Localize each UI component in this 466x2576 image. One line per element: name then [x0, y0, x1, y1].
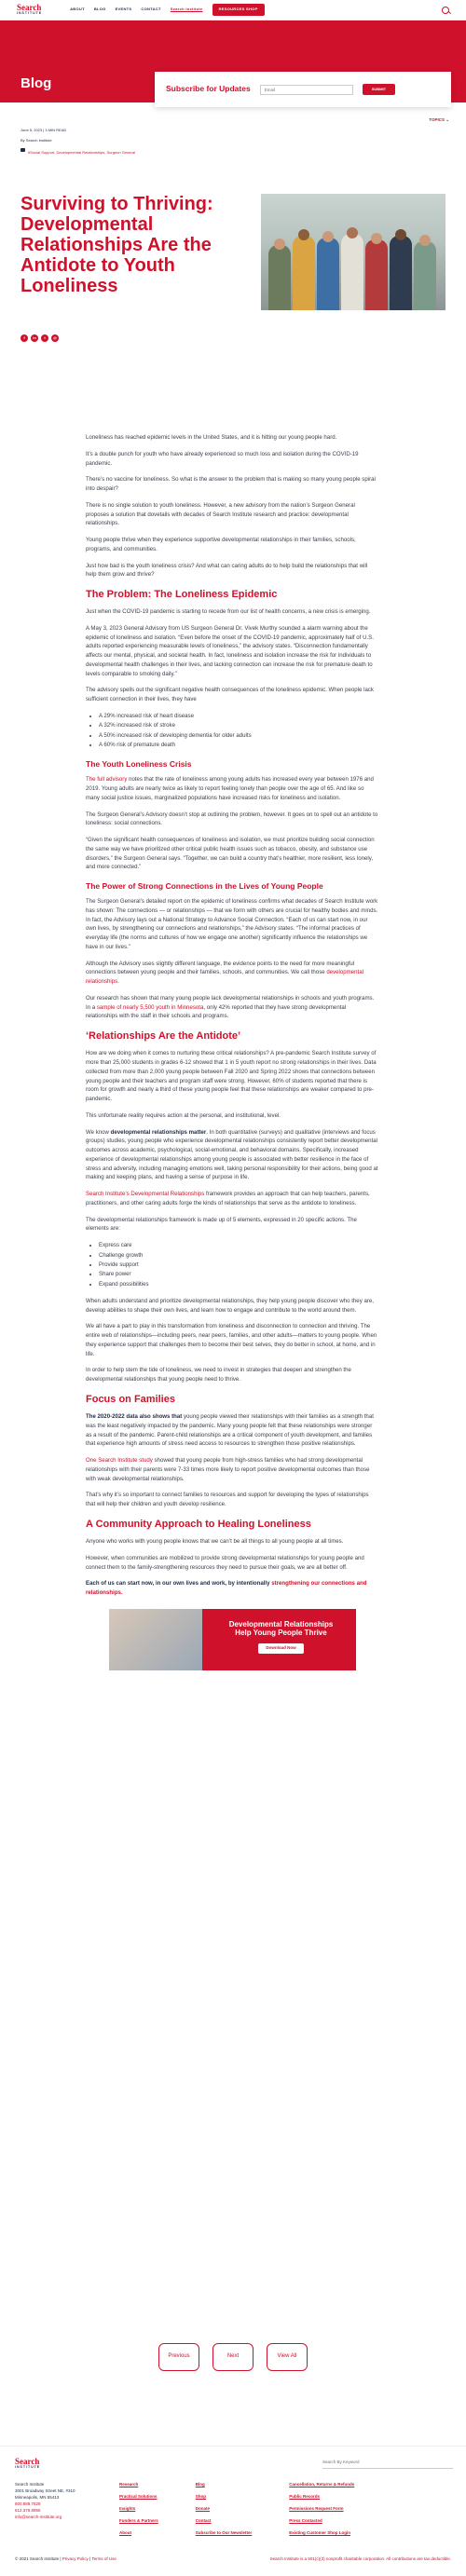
heading-families: Focus on Families	[86, 1393, 175, 1405]
paragraph-text: Our research has shown that many young people lack developmental relationships in schools and youth programs. In a	[86, 994, 375, 1011]
top-bar	[0, 0, 466, 20]
footer-link[interactable]: Cancellation, Returns & Refunds	[289, 2482, 355, 2487]
full-advisory-link[interactable]: The full advisory	[86, 776, 128, 784]
footer-link[interactable]: Contact	[195, 2517, 212, 2523]
footer-link[interactable]: Practical Solutions	[119, 2493, 158, 2499]
bold-text: developmental relationships matter	[110, 1128, 207, 1136]
elements-list	[99, 1241, 379, 1289]
paragraph: There is no single solution to youth loneliness. However, a new advisory from the nation’s Surgeon General proposes a solution that dovetails with decades of Search Institute research and practice: developmental relationships.	[86, 501, 355, 527]
paragraph	[86, 1456, 379, 1483]
paragraph: Young people thrive when they experience supportive developmental relationships in their families, schools, programs, and communities.	[86, 537, 356, 552]
privacy-link[interactable]: Privacy Policy	[62, 2556, 89, 2561]
list-item: • A 32% increased risk of stroke	[99, 721, 379, 730]
address-line: Minneapolis, MN 55413	[15, 2494, 60, 2500]
subscribe-label: Subscribe for Updates	[166, 84, 251, 94]
footer-col-2	[196, 2482, 253, 2542]
paragraph	[86, 775, 379, 802]
list-item: • Express care	[99, 1241, 379, 1250]
paragraph: The developmental relationships framework is made up of 5 elements, expressed in 20 specific actions. The elements are:	[86, 1216, 357, 1233]
list-item: • A 50% increased risk of developing dementia for older adults	[99, 731, 379, 741]
strengthening-connections-link[interactable]: strengthening our connections and relationships.	[86, 1580, 367, 1597]
footer-link[interactable]: Public Records	[289, 2493, 321, 2499]
developmental-relationships-link[interactable]: developmental relationships	[86, 969, 363, 986]
bold-text: The 2020-2022 data also shows that	[86, 1413, 183, 1421]
footer-link[interactable]: Insights	[119, 2505, 136, 2511]
nonprofit-note: Search Institute is a 501(c)(3) nonprofit charitable corporation. All contributions are tax deductible.	[269, 2556, 451, 2561]
paragraph: It’s a double punch for youth who have already experienced so much loss and isolation during the COVID-19 pandemic.	[86, 450, 359, 467]
share-buttons	[21, 334, 59, 342]
paragraph: The advisory spells out the significant negative health consequences of the loneliness epidemic. When people lack sufficient connection in their lives, they have	[86, 687, 374, 703]
paragraph	[86, 1579, 379, 1598]
logo[interactable]	[17, 4, 42, 16]
post-title: Surviving to Thriving: Developmental Relationships Are the Antidote to Youth Loneliness	[21, 194, 213, 296]
heading-community: A Community Approach to Healing Loneliness	[86, 1518, 311, 1530]
linkedin-icon[interactable]: in	[31, 334, 38, 342]
paragraph: The Surgeon General’s Advisory doesn’t stop at outlining the problem, however. It goes on to spell out an antidote to loneliness: social connections.	[86, 811, 378, 827]
logo-text: Search	[17, 3, 42, 13]
paragraph-text: framework provides an approach that can help teachers, parents, practitioners, and other caring adults forge the kinds of relationships that serve as the antidote to loneliness.	[86, 1191, 370, 1206]
footer-link[interactable]: Existing Customer Shop Login	[289, 2529, 351, 2535]
paragraph: That’s why it’s so important to connect families to resources and support for developing the types of relationships that will help their children and youth develop resilience.	[86, 1492, 369, 1508]
footer-link[interactable]: Research	[119, 2482, 139, 2487]
post-pager	[0, 2343, 466, 2371]
twitter-icon[interactable]: t	[41, 334, 48, 342]
banner-text	[213, 1620, 349, 1654]
copyright: © 2021 Search Institute | Privacy Policy | Terms of Use	[15, 2556, 116, 2561]
view-all-button[interactable]: View All	[267, 2343, 308, 2371]
paragraph: The Surgeon General’s detailed report on the epidemic of loneliness confirms what decades of Search Institute work has shown: The connections — or relationships — that we form with others are crucial for healthy bodies and minds. In fact, the Advisory lays out a National Strategy to Advance Social Connection. “Each of us can start now, in our own lives, by strengthening our connections and relationships,” the Advisory states. “The informal practices of everyday life (the norms and cultures of how we engage one another) significantly influence the relationships we have in our lives.”	[86, 898, 378, 950]
featured-image	[261, 194, 445, 310]
address-line: 3001 Broadway Street NE, #310	[15, 2487, 75, 2493]
email-link[interactable]: info@search-institute.org	[15, 2514, 62, 2519]
post-author: By Search Institute	[21, 138, 52, 143]
paragraph	[86, 1128, 379, 1183]
nav-blog[interactable]: BLOG	[93, 7, 106, 12]
chevron-down-icon: ⌄	[445, 117, 449, 122]
footer-logo[interactable]	[15, 2458, 40, 2470]
banner-image	[109, 1609, 202, 1670]
footer-address	[15, 2482, 75, 2521]
heading-youth-crisis: The Youth Loneliness Crisis	[86, 759, 192, 770]
paragraph: How are we doing when it comes to nurturing these critical relationships? A pre-pandemic Search Institute survey of more than 25,000 students in grades 6-12 showed that 1 in 5 youth report no strong relationships in their lives. Data collected from more than 2,000 young people between Fall 2020 and Spring 2022 shows that connections between young people and their teachers and program staff were strong. However, 60% of students reported that there is room for growth and nearly a third of these young people feel that these relationships are weaker compared to pre-pandemic.	[86, 1050, 377, 1103]
paragraph-text: We know	[86, 1128, 111, 1136]
paragraph: A May 3, 2023 General Advisory from US Surgeon General Dr. Vivek Murthy sounded a alarm warning about the epidemic of loneliness and isolation. “Even before the onset of the COVID-19 pandemic, approximately half of U.S. adults reported experiencing measurable levels of loneliness,” the advisory states. “Disconnection fundamentally affects our mental, physical, and societal health. In fact, loneliness and isolation increase the risk for individuals to developmental health challenges in their lives, and lacking connection can increase the risk for premature death to levels comparable to smoking daily.”	[86, 624, 374, 677]
footer-bottom	[15, 2556, 451, 2563]
phone-link[interactable]: 612.376.8955	[15, 2507, 41, 2513]
logo-subtitle: INSTITUTE	[15, 2465, 41, 2469]
logo-subtitle: INSTITUTE	[17, 11, 43, 16]
list-item: • Challenge growth	[99, 1251, 379, 1261]
paragraph-text: showed that young people from high-stress families who had strong developmental relationships with their parents were 7-33 times more likely to report positive developmental outcomes than those with weak developmental relationships.	[86, 1457, 370, 1482]
nav-events[interactable]: EVENTS	[115, 7, 132, 12]
post-header	[21, 194, 445, 310]
paragraph	[86, 994, 379, 1021]
paragraph-text: Although the Advisory uses slightly different language, the evidence points to the need for more meaningful connections between young people and their families, schools, and communities. We call those	[86, 960, 355, 976]
framework-link[interactable]: Search Institute’s Developmental Relationships	[86, 1191, 205, 1198]
page-title: Blog	[21, 75, 52, 91]
list-item: • Provide support	[99, 1261, 379, 1270]
main-nav	[70, 4, 264, 15]
footer-link[interactable]: Permissions Request Form	[289, 2505, 344, 2511]
nav-search-institute[interactable]: Search Institute	[170, 7, 203, 12]
facebook-icon[interactable]: f	[21, 334, 28, 342]
address-line: Search Institute	[15, 2482, 45, 2487]
paragraph-text: . In both quantitative (surveys) and qualitative (interviews and focus groups) studies, young people who experience developmental relationships consistently report better developmental outcomes across academic, psychological, social-emotional, and behavioral domains. Specifically, increased experience of developmental relationships among young people is associated with better resilience in the face of stress and adversity, including managing emotions well, taking personal responsibility for their actions, being good at making and keeping plans, and having a sense of purpose in life.	[86, 1128, 378, 1181]
paragraph-text: notes that the rate of loneliness among young adults has increased every year between 1976 and 2019. Young adults are nearly twice as likely to report feeling lonely than people over the age of 65. And like so many social justice issues, marginalized populations have increased risks for loneliness and isolation.	[86, 776, 374, 801]
paragraph: There’s no vaccine for loneliness. So what is the answer to the problem that is making so many young people spiral into despair?	[86, 476, 376, 492]
heading-antidote: ‘Relationships Are the Antidote’	[86, 1030, 241, 1043]
post-meta	[0, 128, 466, 161]
email-field[interactable]	[260, 85, 353, 95]
list-item: • A 29% increased risk of heart disease	[99, 712, 379, 721]
email-icon[interactable]: @	[51, 334, 59, 342]
paragraph	[86, 1412, 379, 1449]
banner-line-1: Developmental Relationships	[228, 1619, 334, 1629]
paragraph: When adults understand and prioritize developmental relationships, they help young people discover who they are, develop abilities to shape their own lives, and learn how to engage and contribute to the world around them.	[86, 1297, 374, 1314]
tag-icon	[21, 148, 25, 152]
next-button[interactable]: Next	[212, 2343, 254, 2371]
footer-col-3	[289, 2482, 354, 2542]
phone-link[interactable]: 800.888.7828	[15, 2501, 41, 2506]
list-item: • A 60% risk of premature death	[99, 741, 379, 750]
post-date: June 5, 2023 | 3 MIN READ	[21, 128, 67, 132]
footer-col-1	[119, 2482, 158, 2542]
copyright-text: © 2021 Search Institute |	[15, 2556, 62, 2561]
paragraph: We all have a part to play in this transformation from loneliness and disconnection to connection and thriving. The entire web of relationships—including peers, near peers, families, and other adults—matters to young people. When they experience support that challenges them to become their best selves, they do better in school, at home, and in life.	[86, 1323, 377, 1357]
banner-line-2: Help Young People Thrive	[235, 1629, 327, 1638]
paragraph: However, when communities are mobilized to provide strong developmental relationships for young people and connect them to the family-strengthening resources they need to pursue their goals, we are all better off.	[86, 1554, 364, 1571]
paragraph-text: young people viewed their relationships with their families as a strength that was the least negatively impacted by the pandemic. Many young people felt that these relationships were stronger as a result of the pandemic. Parent-child relationships are a critical component of youth development, and families that experience high amounts of stress need access to resources to strengthen those positive relationships.	[86, 1413, 374, 1448]
subscribe-box	[155, 72, 451, 107]
risk-list	[99, 712, 379, 750]
footer-link[interactable]: Shop	[195, 2493, 207, 2499]
paragraph: Anyone who works with young people knows that we can’t be all things to all young people at all times.	[86, 1538, 344, 1546]
study-link[interactable]: One Search Institute study	[86, 1457, 153, 1465]
search-icon[interactable]	[442, 7, 449, 14]
paragraph-text: , only 42% reported that they have strong developmental relationships with the staff in their schools and programs.	[86, 1003, 347, 1020]
post-categories	[21, 148, 445, 157]
footer-search-input[interactable]: Search By Keyword	[322, 2460, 453, 2469]
paragraph: Just when the COVID-19 pandemic is starting to recede from our list of health concerns, a new crisis is emerging.	[86, 608, 371, 616]
logo-text: Search	[15, 2457, 40, 2466]
heading-power-connections: The Power of Strong Connections in the Lives of Young People	[86, 881, 323, 892]
paragraph: In order to help stem the tide of loneliness, we need to invest in strategies that deepen and strengthen the developmental relationships that young people need to thrive.	[86, 1367, 351, 1383]
minnesota-sample-link[interactable]: sample of nearly 5,500 youth in Minnesota	[96, 1003, 204, 1011]
topics-dropdown[interactable]	[429, 117, 449, 124]
download-banner[interactable]	[109, 1609, 356, 1670]
footer-link[interactable]: Blog	[195, 2482, 205, 2487]
footer-link[interactable]: About	[119, 2529, 131, 2535]
bold-text: Each of us can start now, in our own lives and work, by intentionally	[86, 1580, 272, 1588]
nav-about[interactable]: ABOUT	[70, 7, 85, 12]
footer-link[interactable]: Donate	[195, 2505, 211, 2511]
previous-button[interactable]: Previous	[158, 2343, 199, 2371]
nav-contact[interactable]: CONTACT	[141, 7, 161, 12]
paragraph: This unfortunate reality requires action at the personal, and institutional, level.	[86, 1111, 281, 1119]
footer-links	[119, 2482, 354, 2542]
heading-problem: The Problem: The Loneliness Epidemic	[86, 589, 278, 600]
footer-link[interactable]: Press Contacted	[289, 2517, 322, 2523]
footer	[0, 2446, 466, 2576]
paragraph: Although the Advisory uses slightly different language, the evidence points to the need for more meaningful connections between young people and their families, schools, and communities. We call those developmental relationships.	[86, 960, 363, 986]
paragraph	[86, 1190, 379, 1208]
footer-link[interactable]: Subscribe to Our Newsletter	[195, 2529, 253, 2535]
footer-link[interactable]: Funders & Partners	[119, 2517, 158, 2523]
list-item: • Expand possibilities	[99, 1280, 379, 1289]
resources-shop-button[interactable]: RESOURCES SHOP	[212, 4, 265, 15]
article-body	[86, 433, 379, 1670]
paragraph: Loneliness has reached epidemic levels in the United States, and it is hitting our young people hard.	[86, 434, 337, 441]
terms-link[interactable]: Terms of Use	[91, 2556, 116, 2561]
paragraph: Just how bad is the youth loneliness crisis? And what can caring adults do to help build the relationships that will help them grow and thrive?	[86, 562, 368, 579]
paragraph: “Given the significant health consequences of loneliness and isolation, we must prioritize building social connection the same way we have prioritized other critical public health issues such as tobacco, obesity, and substance use disorders,” the Surgeon General says. “Together, we can build a country that’s healthier, more resilient, less lonely, and more connected.”	[86, 837, 375, 871]
submit-button[interactable]: SUBMIT	[363, 84, 395, 95]
categories-link[interactable]: #Social Support, Developmental Relationships, Surgeon General	[28, 149, 135, 155]
download-now-button[interactable]: Download Now	[258, 1643, 303, 1654]
list-item: • Share power	[99, 1270, 379, 1279]
topics-label: TOPICS	[429, 117, 445, 122]
